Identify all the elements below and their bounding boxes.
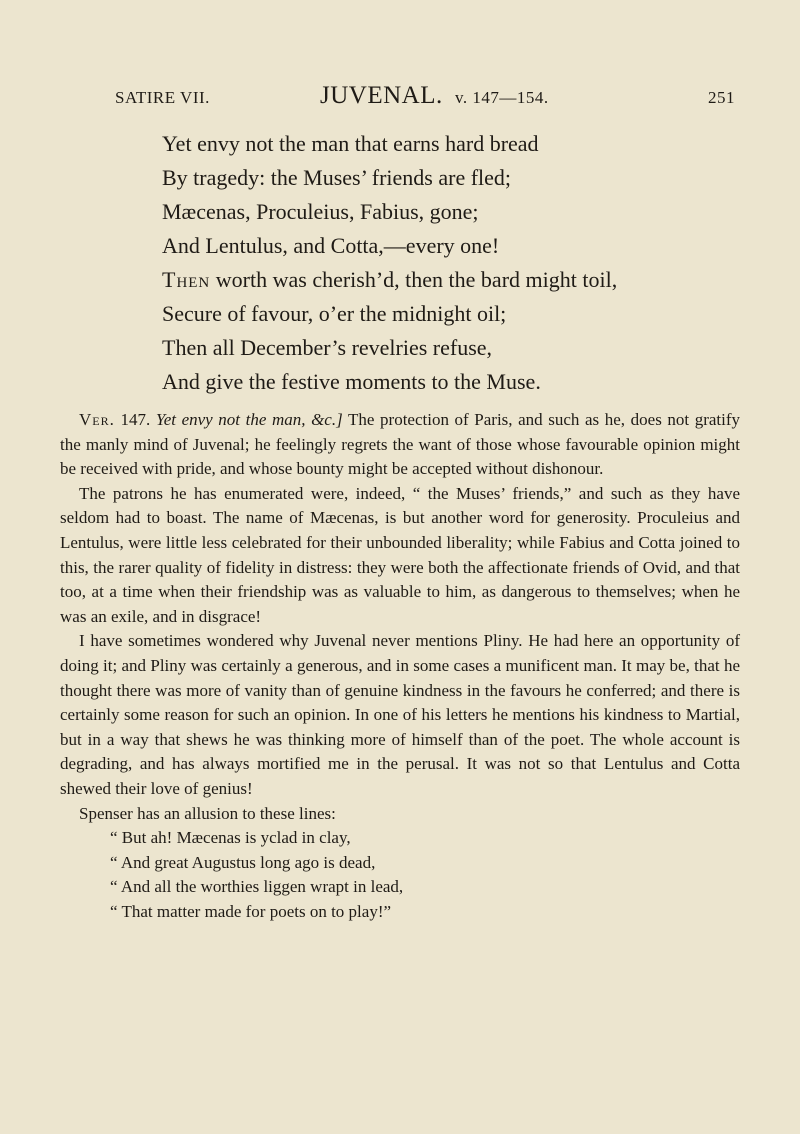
ver-number: 147. <box>120 410 151 429</box>
ver-label: Ver. <box>79 410 115 429</box>
poem-line-2: By tragedy: the Muses’ friends are fled; <box>162 165 512 190</box>
spenser-quote-line-4: “ That matter made for poets on to play!” <box>110 901 392 921</box>
running-header <box>115 82 735 112</box>
poem-line-8: And give the festive moments to the Muse. <box>162 369 541 394</box>
note-paragraph-3: I have sometimes wondered why Juvenal never mentions Pliny. He had here an opportunity of doing it; and Pliny was certainly a generous, and in some cases a munificent man. It may be, that he thought there was more of vanity than of genuine kindness in the favours he conferred; and there is certainly some reason for such an opinion. In one of his letters he mentions his kindness to Martial, but in a way that shews he was thinking more of himself than of the poet. The whole account is degrading, and has always mortified me in the perusal. It was not so that Lentulus and Cotta shewed their love of genius! <box>60 631 740 798</box>
poem-line-7: Then all December’s revelries refuse, <box>162 335 493 360</box>
poem-line-3: Mæcenas, Proculeius, Fabius, gone; <box>162 199 479 224</box>
note-paragraph-2: The patrons he has enumerated were, indeed, “ the Muses’ friends,” and such as they have seldom had to boast. The name of Mæcenas, is but another word for generosity. Proculeius and Lentulus, were little less celebrated for their unbounded liberality; while Fabius and Cotta joined to this, the rarer quality of fidelity in distress: they were both the affectionate friends of Ovid, and that too, at a time when their friendship was as valuable to him, as dangerous to themselves; when he was an exile, and in disgrace! <box>60 483 740 626</box>
poem-line-6: Secure of favour, o’er the midnight oil; <box>162 301 507 326</box>
satire-label: SATIRE VII. <box>115 88 210 107</box>
spenser-quote-line-1: “ But ah! Mæcenas is yclad in clay, <box>110 828 351 848</box>
poem-stanza <box>162 127 722 399</box>
note-paragraph-1-text: The protection of Paris, and such as he, does not gratify the manly mind of Juvenal; he feelingly regrets the want of those whose favourable opinion might be received with pride, and whose bounty might be accepted without dishonour. <box>60 410 741 479</box>
poem-line-5-text: worth was cherish’d, then the bard might toil, <box>215 267 618 292</box>
note-paragraph-4: Spenser has an allusion to these lines: <box>79 803 336 823</box>
page-number: 251 <box>708 88 735 107</box>
commentary-notes <box>60 408 740 924</box>
note-paragraph-1 <box>60 408 740 482</box>
ver-citation: Yet envy not the man, &c.] <box>155 410 343 429</box>
poem-line-5 <box>162 263 722 297</box>
poem-line-5-lead: Then <box>162 267 211 292</box>
verse-range: v. 147—154. <box>455 88 549 107</box>
poem-line-1: Yet envy not the man that earns hard bread <box>162 131 539 156</box>
author-title: JUVENAL. <box>320 82 443 109</box>
poem-line-4: And Lentulus, and Cotta,—every one! <box>162 233 500 258</box>
spenser-quote-line-2: “ And great Augustus long ago is dead, <box>110 852 376 872</box>
spenser-quote-line-3: “ And all the worthies liggen wrapt in lead, <box>110 877 404 897</box>
